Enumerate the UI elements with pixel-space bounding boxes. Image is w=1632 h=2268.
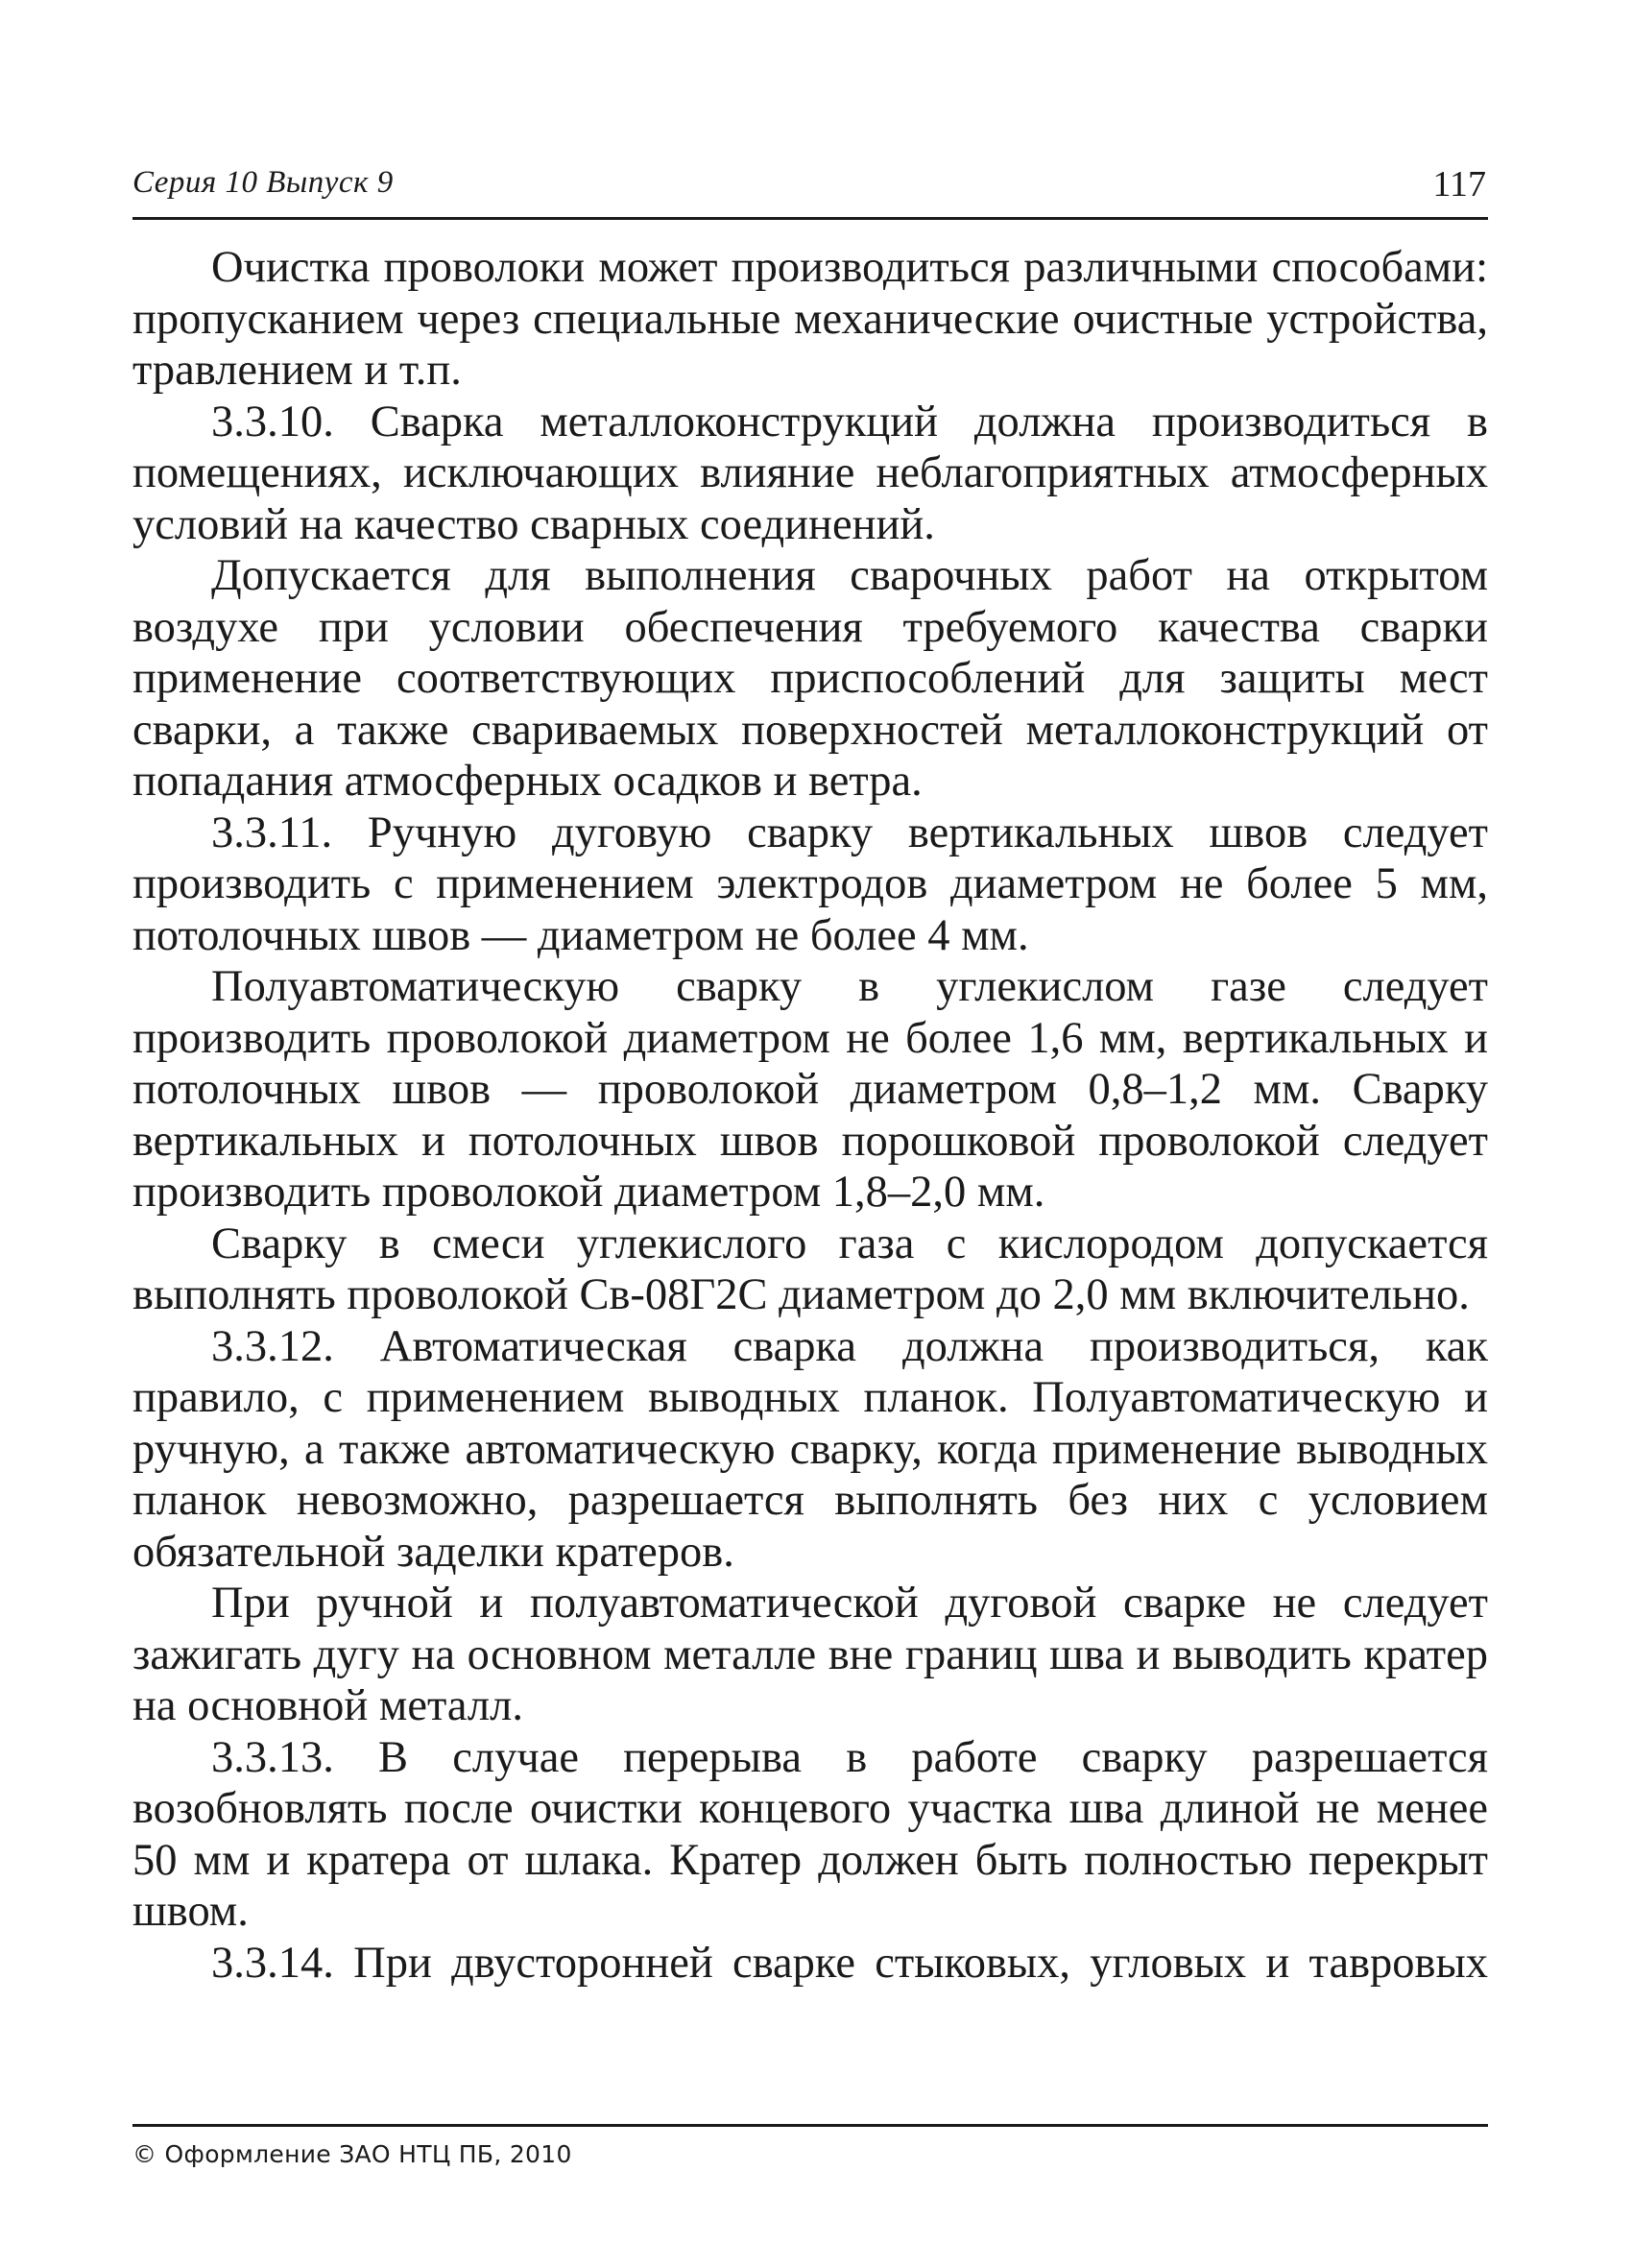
page-header [132,161,1488,220]
series-title: Серия 10 Выпуск 9 [132,165,394,200]
paragraph-3-3-13: 3.3.13. В случае перерыва в работе сварку разрешается возобновлять после очистки концевого участка шва длиной не менее 50 мм и кратера от шлака. Кратер должен быть полностью перекрыт швом. [132,1732,1488,1936]
paragraph-wire-cleaning: Очистка проволоки может производиться различными способами: пропусканием через специальные механические очистные устройства, травлением и т.п. [132,243,1488,395]
paragraph-3-3-14: 3.3.14. При двусторонней сварке стыковых, угловых и тавровых [211,1938,1488,1988]
paragraph-3-3-11: 3.3.11. Ручную дуговую сварку вертикальных швов следует производить с применением электродов диаметром не более 5 мм, потолочных швов — диаметром не более 4 мм. [132,808,1488,960]
body-text [132,242,1488,1989]
copyright-notice: © Оформление ЗАО НТЦ ПБ, 2010 [132,2140,572,2168]
paragraph-outdoor-welding: Допускается для выполнения сварочных работ на открытом воздухе при условии обеспечения требуемого качества сварки применение соответствующих приспособлений для защиты мест сварки, а также свариваемых поверхностей металлоконструкций от попадания атмосферных осадков и ветра. [132,551,1488,806]
paragraph-arc-ignition: При ручной и полуавтоматической дуговой сварке не следует зажигать дугу на основном металле вне границ шва и выводить кратер на основной металл. [132,1579,1488,1730]
paragraph-gas-mixture: Сварку в смеси углекислого газа с кислородом допускается выполнять проволокой Св-08Г2С диаметром до 2,0 мм включительно. [132,1218,1488,1319]
paragraph-semiautomatic-co2: Полуавтоматическую сварку в углекислом газе следует производить проволокой диаметром не более 1,6 мм, вертикальных и потолочных швов — проволокой диаметром 0,8–1,2 мм. Сварку вертикальных и потолочных швов порошковой проволокой следует производить проволокой диаметром 1,8–2,0 мм. [132,962,1488,1217]
paragraph-3-3-12: 3.3.12. Автоматическая сварка должна производиться, как правило, с применением выводных планок. Полуавтоматическую и ручную, а также автоматическую сварку, когда применение выводных планок невозможно, разрешается выполнять без них с условием обязательной заделки кратеров. [132,1321,1488,1577]
page-number: 117 [1432,164,1486,205]
page-footer [132,2124,1488,2168]
paragraph-3-3-10: 3.3.10. Сварка металлоконструкций должна производиться в помещениях, исключающих влияние неблагоприятных атмосферных условий на качество сварных соединений. [132,397,1488,549]
